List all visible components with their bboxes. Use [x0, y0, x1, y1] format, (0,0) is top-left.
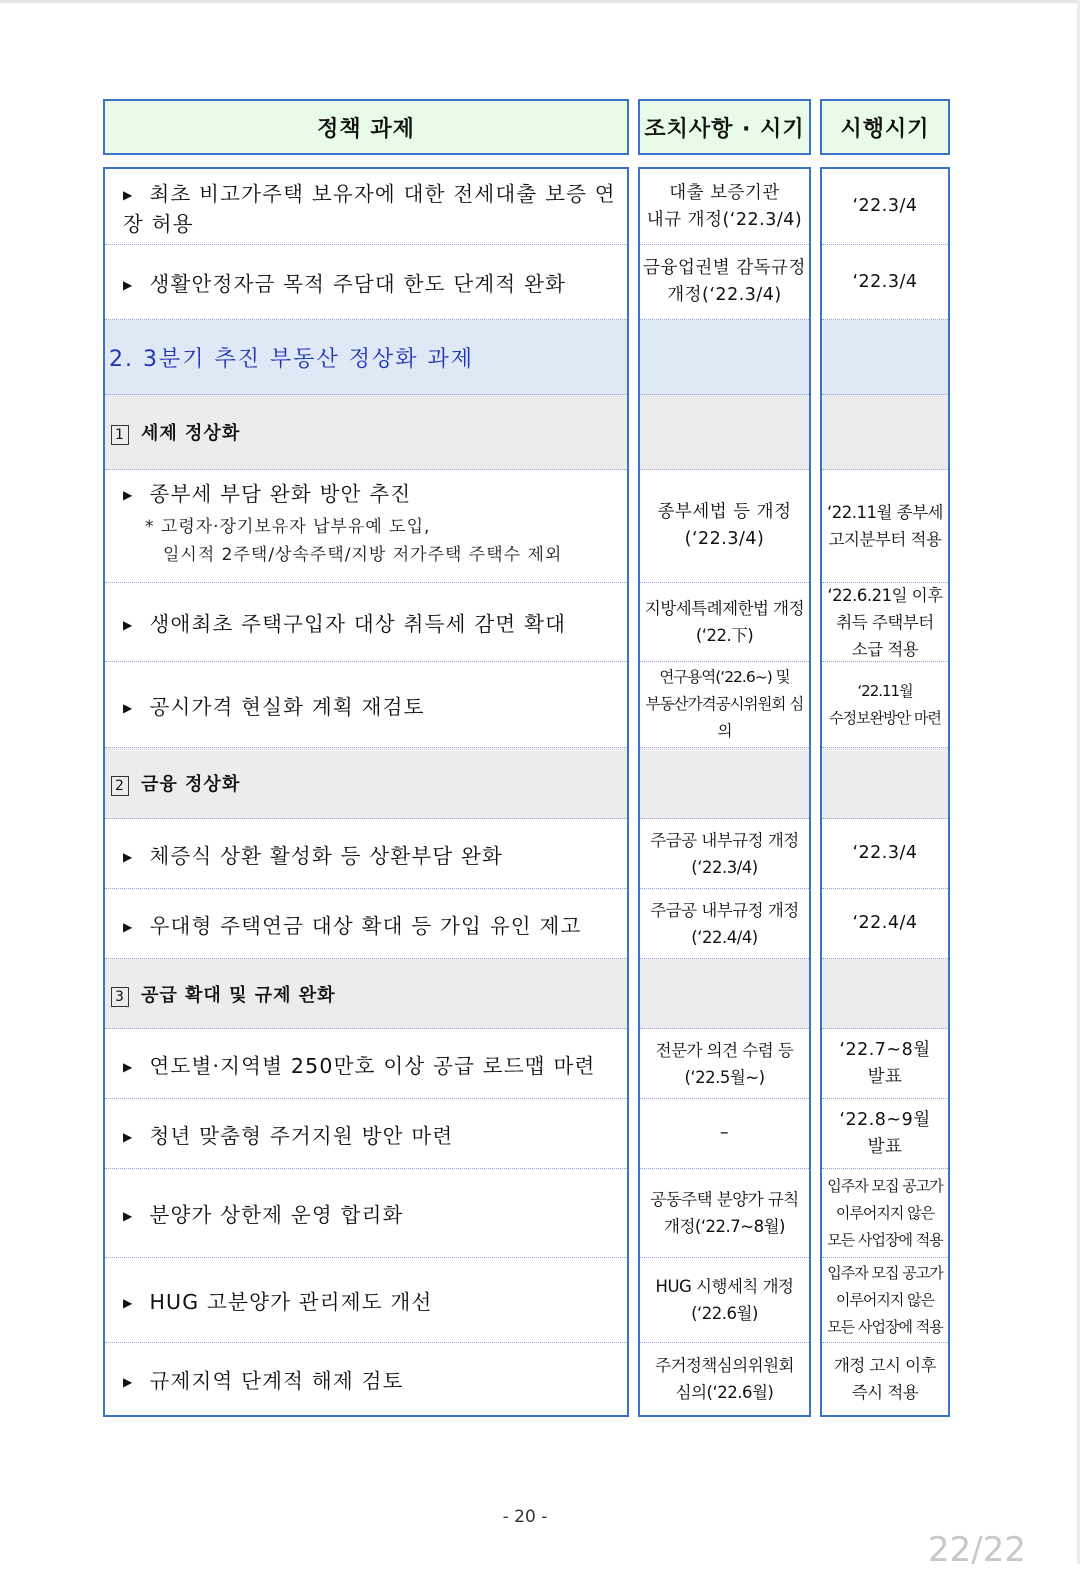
subsection-row — [105, 748, 627, 819]
item-text: 종부세 부담 완화 방안 추진 — [149, 482, 412, 506]
header-policy-task-label: 정책 과제 — [317, 116, 415, 142]
item-note-continued: 일시적 2주택/상속주택/지방 저가주택 주택수 제외 — [163, 545, 563, 565]
timing-text: ‘22.7~8월 발표 — [839, 1039, 931, 1087]
item-text: 최초 비고가주택 보유자에 대한 전세대출 보증 연장 허용 — [123, 181, 616, 236]
bullet-icon: ▶ — [123, 187, 134, 202]
bullet-icon: ▶ — [123, 849, 134, 864]
subsection-label: 세제 정상화 — [141, 423, 241, 444]
header-implementation-timing-label: 시행시기 — [840, 116, 930, 142]
subsection-cell — [640, 748, 809, 819]
subsection-title — [105, 981, 336, 1007]
table-cell — [822, 1169, 948, 1258]
table-row — [105, 889, 627, 959]
subsection-row — [105, 395, 627, 470]
list-item — [105, 1119, 453, 1149]
bullet-icon: ▶ — [123, 618, 134, 632]
table-cell — [822, 1258, 948, 1343]
action-text: – — [719, 1123, 730, 1143]
table-row — [105, 819, 627, 889]
timing-text: ‘22.11월 수정보완방안 마련 — [829, 681, 941, 727]
policy-column — [103, 167, 629, 1417]
table-cell — [822, 470, 948, 583]
action-text: 연구용역(‘22.6~) 및 부동산가격공시위원회 심의 — [645, 668, 804, 740]
table-cell — [640, 470, 809, 583]
table-cell — [822, 889, 948, 959]
table-cell — [640, 889, 809, 959]
item-text: 우대형 주택연금 대상 확대 등 가입 유인 제고 — [149, 913, 582, 938]
bullet-icon: ▶ — [123, 919, 134, 934]
item-text: 연도별·지역별 250만호 이상 공급 로드맵 마련 — [149, 1053, 596, 1078]
section-row — [105, 320, 627, 395]
page-counter: 22/22 — [928, 1530, 1026, 1570]
bullet-icon: ▶ — [123, 1129, 134, 1144]
header-implementation-timing — [820, 99, 950, 155]
subsection-cell — [822, 748, 948, 819]
table-row — [105, 1029, 627, 1099]
table-cell — [640, 169, 809, 245]
action-text: 주금공 내부규정 개정 (‘22.4/4) — [650, 900, 799, 947]
top-edge — [0, 0, 1080, 3]
table-row — [105, 1343, 627, 1415]
table-row — [105, 1258, 627, 1343]
page-number: - 20 - — [502, 1507, 548, 1527]
timing-text: ‘22.3/4 — [852, 843, 918, 863]
item-text: 생활안정자금 목적 주담대 한도 단계적 완화 — [149, 272, 567, 296]
item-text: 청년 맞춤형 주거지원 방안 마련 — [149, 1123, 454, 1148]
action-text: HUG 시행세칙 개정 (‘22.6월) — [655, 1277, 794, 1323]
bullet-icon: ▶ — [123, 1375, 134, 1389]
table-row — [105, 1169, 627, 1258]
item-text: HUG 고분양가 관리제도 개선 — [149, 1290, 433, 1314]
table-cell — [640, 1258, 809, 1343]
subsection-label: 금융 정상화 — [141, 774, 241, 795]
section-title: 2. 3분기 추진 부동산 정상화 과제 — [109, 346, 474, 372]
subsection-cell — [640, 959, 809, 1029]
subsection-title — [105, 419, 240, 445]
list-item — [105, 1285, 433, 1315]
table-cell — [822, 245, 948, 320]
list-item — [105, 607, 566, 637]
table-cell — [822, 819, 948, 889]
section-cell — [822, 320, 948, 395]
timing-text: ‘22.6.21일 이후 취득 주택부터 소급 적용 — [827, 585, 943, 659]
item-text: 공시가격 현실화 계획 재검토 — [149, 694, 425, 719]
table-cell — [822, 1343, 948, 1415]
subsection-cell — [822, 959, 948, 1029]
table-cell — [640, 1029, 809, 1099]
list-item — [105, 1364, 404, 1394]
timing-text: ‘22.3/4 — [852, 271, 918, 292]
table-cell — [640, 245, 809, 320]
bullet-icon: ▶ — [123, 1296, 134, 1310]
subsection-number: 1 — [111, 425, 129, 445]
item-note: * 고령자·장기보유자 납부유예 도입, — [145, 517, 431, 537]
table-cell — [640, 1099, 809, 1169]
table-cell — [640, 1343, 809, 1415]
timing-text: ‘22.11월 종부세 고지분부터 적용 — [827, 503, 943, 549]
subsection-cell — [822, 395, 948, 470]
list-item — [105, 470, 627, 507]
item-text: 생애최초 주택구입자 대상 취득세 감면 확대 — [149, 612, 567, 636]
timing-column — [820, 167, 950, 1417]
table-row — [105, 583, 627, 662]
header-action-timing-label: 조치사항 · 시기 — [644, 116, 805, 142]
header-policy-task — [103, 99, 629, 155]
action-text: 종부세법 등 개정 (‘22.3/4) — [657, 502, 792, 549]
table-cell — [822, 1029, 948, 1099]
subsection-cell — [640, 395, 809, 470]
action-column — [638, 167, 811, 1417]
table-cell — [640, 1169, 809, 1258]
table-cell — [822, 169, 948, 245]
table-row — [105, 470, 627, 583]
table-cell — [640, 662, 809, 748]
section-cell — [640, 320, 809, 395]
action-text: 지방세특례제한법 개정 (‘22.下) — [644, 599, 805, 645]
item-text: 체증식 상환 활성화 등 상환부담 완화 — [149, 843, 504, 868]
list-item — [105, 1049, 596, 1079]
table-cell — [822, 662, 948, 748]
bullet-icon: ▶ — [123, 278, 134, 292]
list-item — [105, 267, 566, 297]
timing-text: 입주자 모집 공고가 이루어지지 않은 모든 사업장에 적용 — [827, 1176, 943, 1249]
table-row — [105, 1099, 627, 1169]
table-cell — [822, 1099, 948, 1169]
table-cell — [822, 583, 948, 662]
timing-text: ‘22.8~9월 발표 — [839, 1109, 931, 1157]
action-text: 공동주택 분양가 규칙 개정(‘22.7~8월) — [650, 1190, 799, 1236]
list-item — [105, 690, 425, 720]
bullet-icon: ▶ — [123, 1059, 134, 1074]
bullet-icon: ▶ — [123, 1209, 134, 1223]
action-text: 주금공 내부규정 개정 (‘22.3/4) — [650, 830, 799, 877]
list-item — [105, 839, 503, 869]
table-row — [105, 245, 627, 320]
subsection-number: 2 — [111, 776, 129, 796]
timing-text: 개정 고시 이후 즉시 적용 — [833, 1356, 937, 1402]
table-row — [105, 662, 627, 748]
action-text: 금융업권별 감독규정 개정(‘22.3/4) — [643, 258, 806, 305]
item-text: 규제지역 단계적 해제 검토 — [149, 1369, 404, 1393]
action-text: 주거정책심의위원회 심의(‘22.6월) — [655, 1356, 794, 1402]
action-text: 전문가 의견 수렴 등 (‘22.5월~) — [655, 1040, 794, 1087]
header-action-timing — [638, 99, 811, 155]
table-row — [105, 169, 627, 245]
list-item — [105, 1198, 404, 1228]
action-text: 대출 보증기관 내규 개정(‘22.3/4) — [646, 182, 803, 230]
list-item — [105, 177, 627, 237]
subsection-number: 3 — [111, 987, 129, 1007]
subsection-title — [105, 770, 240, 796]
timing-text: ‘22.3/4 — [852, 196, 918, 216]
list-item — [105, 909, 582, 939]
bullet-icon: ▶ — [123, 488, 134, 502]
item-text: 분양가 상한제 운영 합리화 — [149, 1203, 404, 1227]
bullet-icon: ▶ — [123, 700, 134, 715]
timing-text: 입주자 모집 공고가 이루어지지 않은 모든 사업장에 적용 — [827, 1263, 943, 1336]
subsection-label: 공급 확대 및 규제 완화 — [141, 984, 336, 1006]
subsection-row — [105, 959, 627, 1029]
table-cell — [640, 819, 809, 889]
timing-text: ‘22.4/4 — [852, 913, 918, 933]
table-cell — [640, 583, 809, 662]
